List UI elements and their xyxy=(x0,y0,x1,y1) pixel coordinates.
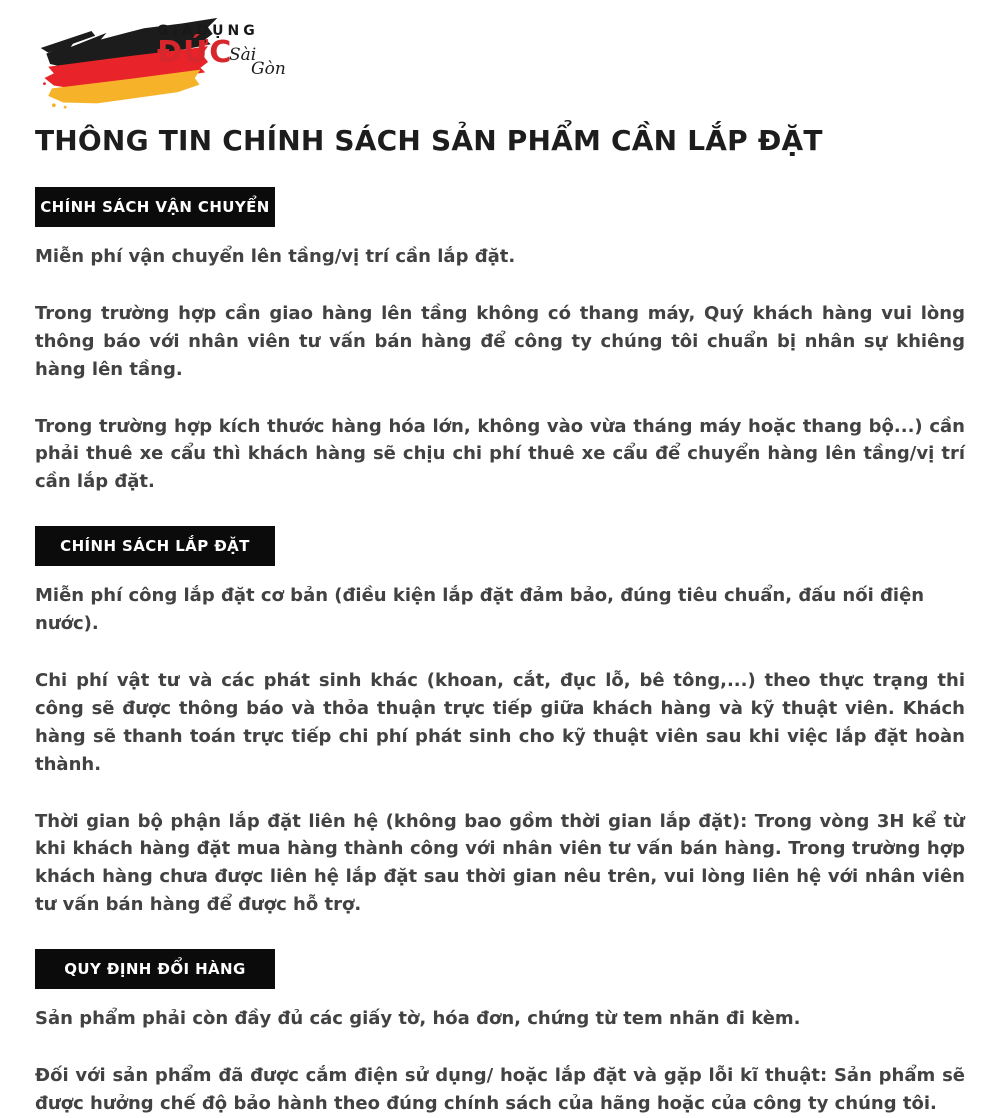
policy-paragraph: Sản phẩm phải còn đầy đủ các giấy tờ, hóa đơn, chứng từ tem nhãn đi kèm. xyxy=(35,1008,801,1030)
policy-paragraph: Trong trường hợp cần giao hàng lên tầng không có thang máy, Quý khách hàng vui lòng thông báo với nhân viên tư vấn bán hàng để công ty chúng tôi chuẩn bị nhân sự khiêng hàng lên tầng. xyxy=(35,302,965,380)
policy-paragraph: Trong trường hợp kích thước hàng hóa lớn, không vào vừa tháng máy hoặc thang bộ...) cần phải thuê xe cẩu thì khách hàng sẽ chịu chi phí thuê xe cẩu để chuyển hàng lên tầng/vị trí cần lắp đặt. xyxy=(35,415,965,493)
section-heading-installation: CHÍNH SÁCH LẮP ĐẶT xyxy=(35,526,275,566)
page-title: THÔNG TIN CHÍNH SÁCH SẢN PHẨM CẦN LẮP ĐẶT xyxy=(35,124,823,157)
policy-paragraph: Miễn phí công lắp đặt cơ bản (điều kiện lắp đặt đảm bảo, đúng tiêu chuẩn, đấu nối điện nước). xyxy=(35,585,925,635)
section-exchange xyxy=(35,949,965,1118)
policy-paragraph: Miễn phí vận chuyển lên tầng/vị trí cần lắp đặt. xyxy=(35,246,516,267)
brand-script-sai: Sài xyxy=(229,45,257,65)
brand-wordmark xyxy=(157,23,327,79)
brand-logo xyxy=(35,14,335,110)
policy-paragraph: Đối với sản phẩm đã được cắm điện sử dụng/ hoặc lắp đặt và gặp lỗi kĩ thuật: Sản phẩm sẽ được hưởng chế độ bảo hành theo đúng chính sách của hãng hoặc của công ty chúng tôi. xyxy=(35,1065,965,1114)
section-heading-shipping: CHÍNH SÁCH VẬN CHUYỂN xyxy=(35,187,275,227)
brand-script-gon: Gòn xyxy=(251,59,286,79)
section-installation xyxy=(35,526,965,919)
section-heading-exchange: QUY ĐỊNH ĐỔI HÀNG xyxy=(35,949,275,989)
brand-name-top: GIADỤNG xyxy=(157,23,259,39)
policy-paragraph: Thời gian bộ phận lắp đặt liên hệ (không bao gồm thời gian lắp đặt): Trong vòng 3H kể từ khi khách hàng đặt mua hàng thành công với nhân viên tư vấn bán hàng. Trong trường hợp khách hàng chưa được liên hệ lắp đặt sau thời gian nêu trên, vui lòng liên hệ với nhân viên tư vấn bán hàng để được hỗ trợ. xyxy=(35,810,965,916)
section-shipping xyxy=(35,187,965,496)
brand-name-main: ĐỨC xyxy=(157,35,233,70)
policy-paragraph: Chi phí vật tư và các phát sinh khác (khoan, cắt, đục lỗ, bê tông,...) theo thực trạng thi công sẽ được thông báo và thỏa thuận trực tiếp giữa khách hàng và kỹ thuật viên. Khách hàng sẽ thanh toán trực tiếp chi phí phát sinh cho kỹ thuật viên sau khi việc lắp đặt hoàn thành. xyxy=(35,670,965,775)
